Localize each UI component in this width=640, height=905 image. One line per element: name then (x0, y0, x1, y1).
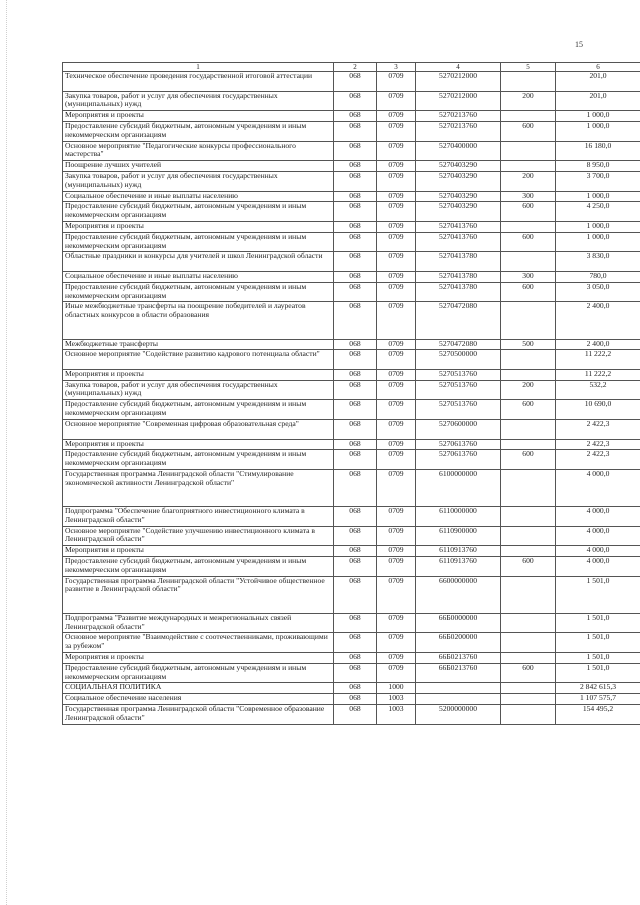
cell-amount: 2 842 615,3 (556, 683, 640, 694)
cell-section: 0709 (377, 546, 416, 557)
table-row (63, 191, 640, 202)
cell-ministry: 068 (334, 232, 377, 252)
cell-section: 0709 (377, 222, 416, 233)
table-row (63, 683, 640, 694)
cell-ministry: 068 (334, 400, 377, 420)
cell-section: 0709 (377, 172, 416, 192)
header-cell-5: 5 (501, 63, 556, 72)
cell-ministry: 068 (334, 302, 377, 339)
cell-expense-type: 200 (501, 172, 556, 192)
cell-expense-type (501, 613, 556, 633)
cell-amount: 2 422,3 (556, 419, 640, 439)
cell-ministry: 068 (334, 576, 377, 613)
cell-target-code: 6110000000 (416, 507, 501, 527)
cell-target-code: 66Б0213760 (416, 653, 501, 664)
cell-ministry: 068 (334, 653, 377, 664)
table-row (63, 252, 640, 272)
cell-amount: 2 422,3 (556, 450, 640, 470)
cell-expense-type: 500 (501, 339, 556, 350)
cell-expense-type (501, 507, 556, 527)
table-header-row (63, 63, 640, 72)
cell-section: 0709 (377, 72, 416, 92)
cell-section: 0709 (377, 557, 416, 577)
cell-amount: 16 180,0 (556, 141, 640, 161)
cell-expense-type (501, 222, 556, 233)
cell-amount: 532,2 (556, 380, 640, 400)
table-row (63, 705, 640, 725)
cell-amount: 11 222,2 (556, 369, 640, 380)
cell-name: Закупка товаров, работ и услуг для обеспечения государственных (муниципальных) нужд (63, 91, 334, 111)
cell-section: 0709 (377, 271, 416, 282)
cell-target-code: 5270413760 (416, 222, 501, 233)
cell-section: 0709 (377, 122, 416, 142)
cell-amount: 201,0 (556, 72, 640, 92)
cell-target-code: 5270403290 (416, 191, 501, 202)
cell-name: Закупка товаров, работ и услуг для обеспечения государственных (муниципальных) нужд (63, 380, 334, 400)
cell-ministry: 068 (334, 419, 377, 439)
cell-section: 0709 (377, 400, 416, 420)
cell-ministry: 068 (334, 172, 377, 192)
cell-ministry: 068 (334, 202, 377, 222)
header-cell-3: 3 (377, 63, 416, 72)
cell-expense-type (501, 252, 556, 272)
cell-target-code: 5270613760 (416, 450, 501, 470)
cell-amount: 2 422,3 (556, 439, 640, 450)
budget-table-body (63, 63, 640, 725)
cell-expense-type (501, 72, 556, 92)
cell-amount: 1 501,0 (556, 653, 640, 664)
cell-amount: 2 400,0 (556, 339, 640, 350)
table-row (63, 507, 640, 527)
cell-section: 0709 (377, 653, 416, 664)
cell-section: 0709 (377, 439, 416, 450)
cell-amount: 154 495,2 (556, 705, 640, 725)
cell-target-code: 5270513760 (416, 400, 501, 420)
cell-amount: 4 000,0 (556, 557, 640, 577)
cell-section: 0709 (377, 613, 416, 633)
cell-expense-type: 600 (501, 557, 556, 577)
cell-amount: 1 501,0 (556, 663, 640, 683)
cell-expense-type (501, 439, 556, 450)
cell-expense-type (501, 419, 556, 439)
cell-amount: 1 000,0 (556, 191, 640, 202)
cell-section: 1003 (377, 705, 416, 725)
cell-amount: 1 501,0 (556, 633, 640, 653)
cell-section: 0709 (377, 91, 416, 111)
cell-name: Предоставление субсидий бюджетным, автономным учреждениям и иным некоммерческим организациям (63, 232, 334, 252)
table-row (63, 141, 640, 161)
cell-name: Поощрение лучших учителей (63, 161, 334, 172)
cell-name: Государственная программа Ленинградской области "Стимулирование экономической активности Ленинградской области" (63, 469, 334, 506)
table-row (63, 339, 640, 350)
cell-target-code: 5270413780 (416, 271, 501, 282)
table-row (63, 282, 640, 302)
cell-name: Основное мероприятие "Взаимодействие с соотечественниками, проживающими за рубежом" (63, 633, 334, 653)
cell-section: 1000 (377, 683, 416, 694)
cell-ministry: 068 (334, 705, 377, 725)
cell-target-code: 66Б0213760 (416, 663, 501, 683)
cell-amount: 2 400,0 (556, 302, 640, 339)
cell-name: Основное мероприятие "Содействие развитию кадрового потенциала области" (63, 350, 334, 370)
cell-target-code: 5270213760 (416, 111, 501, 122)
table-row (63, 576, 640, 613)
cell-name: Социальное обеспечение и иные выплаты населению (63, 271, 334, 282)
cell-name: Закупка товаров, работ и услуг для обеспечения государственных (муниципальных) нужд (63, 172, 334, 192)
cell-amount: 3 830,0 (556, 252, 640, 272)
cell-name: Предоставление субсидий бюджетным, автономным учреждениям и иным некоммерческим организациям (63, 202, 334, 222)
table-row (63, 469, 640, 506)
cell-expense-type: 600 (501, 450, 556, 470)
cell-section: 0709 (377, 252, 416, 272)
cell-ministry: 068 (334, 91, 377, 111)
cell-target-code: 5270513760 (416, 380, 501, 400)
cell-name: Государственная программа Ленинградской области "Устойчивое общественное развитие в Ленинградской области" (63, 576, 334, 613)
cell-expense-type (501, 694, 556, 705)
cell-target-code: 5200000000 (416, 705, 501, 725)
cell-target-code: 5270403290 (416, 172, 501, 192)
page-number: 15 (575, 40, 583, 49)
cell-name: Подпрограмма "Обеспечение благоприятного инвестиционного климата в Ленинградской области" (63, 507, 334, 527)
cell-expense-type: 200 (501, 91, 556, 111)
cell-target-code: 5270212000 (416, 72, 501, 92)
cell-ministry: 068 (334, 557, 377, 577)
cell-amount: 4 000,0 (556, 526, 640, 546)
cell-ministry: 068 (334, 111, 377, 122)
table-row (63, 546, 640, 557)
cell-amount: 1 000,0 (556, 232, 640, 252)
cell-expense-type (501, 161, 556, 172)
cell-section: 0709 (377, 450, 416, 470)
cell-target-code: 5270600000 (416, 419, 501, 439)
cell-ministry: 068 (334, 439, 377, 450)
cell-expense-type (501, 633, 556, 653)
cell-name: Техническое обеспечение проведения государственной итоговой аттестации (63, 72, 334, 92)
cell-ministry: 068 (334, 141, 377, 161)
left-margin-line (6, 0, 7, 905)
cell-section: 0709 (377, 663, 416, 683)
cell-section: 0709 (377, 232, 416, 252)
cell-target-code: 5270413780 (416, 252, 501, 272)
table-row (63, 653, 640, 664)
cell-expense-type (501, 369, 556, 380)
cell-amount: 4 000,0 (556, 469, 640, 506)
cell-section: 0709 (377, 202, 416, 222)
cell-name: Предоставление субсидий бюджетным, автономным учреждениям и иным некоммерческим организациям (63, 282, 334, 302)
cell-ministry: 068 (334, 546, 377, 557)
cell-amount: 1 000,0 (556, 222, 640, 233)
cell-expense-type: 200 (501, 380, 556, 400)
cell-amount: 4 000,0 (556, 546, 640, 557)
cell-section: 0709 (377, 350, 416, 370)
header-cell-4: 4 (416, 63, 501, 72)
cell-name: Государственная программа Ленинградской области "Современное образование Ленинградской области" (63, 705, 334, 725)
cell-target-code: 6110913760 (416, 557, 501, 577)
cell-amount: 11 222,2 (556, 350, 640, 370)
cell-section: 0709 (377, 369, 416, 380)
cell-section: 0709 (377, 282, 416, 302)
cell-name: Предоставление субсидий бюджетным, автономным учреждениям и иным некоммерческим организациям (63, 122, 334, 142)
cell-expense-type: 600 (501, 122, 556, 142)
cell-amount: 1 501,0 (556, 576, 640, 613)
cell-name: Предоставление субсидий бюджетным, автономным учреждениям и иным некоммерческим организациям (63, 557, 334, 577)
budget-table (62, 62, 640, 725)
cell-target-code: 5270472080 (416, 339, 501, 350)
cell-ministry: 068 (334, 161, 377, 172)
cell-ministry: 068 (334, 350, 377, 370)
cell-target-code: 5270212000 (416, 91, 501, 111)
cell-target-code (416, 694, 501, 705)
cell-section: 0709 (377, 380, 416, 400)
cell-target-code: 66Б0200000 (416, 633, 501, 653)
cell-name: Мероприятия и проекты (63, 653, 334, 664)
table-row (63, 122, 640, 142)
cell-target-code: 5270413760 (416, 232, 501, 252)
cell-name: Мероприятия и проекты (63, 111, 334, 122)
cell-name: Социальное обеспечение и иные выплаты населению (63, 191, 334, 202)
cell-target-code: 6100000000 (416, 469, 501, 506)
cell-ministry: 068 (334, 72, 377, 92)
cell-target-code: 5270413780 (416, 282, 501, 302)
cell-ministry: 068 (334, 526, 377, 546)
cell-name: СОЦИАЛЬНАЯ ПОЛИТИКА (63, 683, 334, 694)
cell-name: Предоставление субсидий бюджетным, автономным учреждениям и иным некоммерческим организациям (63, 663, 334, 683)
cell-name: Межбюджетные трансферты (63, 339, 334, 350)
cell-expense-type (501, 705, 556, 725)
cell-amount: 3 050,0 (556, 282, 640, 302)
cell-amount: 1 501,0 (556, 613, 640, 633)
cell-expense-type (501, 546, 556, 557)
cell-amount: 3 700,0 (556, 172, 640, 192)
cell-name: Социальное обеспечение населения (63, 694, 334, 705)
cell-target-code: 5270400000 (416, 141, 501, 161)
table-row (63, 380, 640, 400)
cell-expense-type: 300 (501, 191, 556, 202)
cell-target-code: 6110913760 (416, 546, 501, 557)
header-cell-1: 1 (63, 63, 334, 72)
cell-name: Предоставление субсидий бюджетным, автономным учреждениям и иным некоммерческим организациям (63, 400, 334, 420)
table-row (63, 694, 640, 705)
cell-name: Основное мероприятие "Современная цифровая образовательная среда" (63, 419, 334, 439)
cell-expense-type (501, 350, 556, 370)
cell-amount: 4 000,0 (556, 507, 640, 527)
cell-expense-type: 600 (501, 663, 556, 683)
cell-section: 0709 (377, 576, 416, 613)
cell-target-code: 5270403290 (416, 161, 501, 172)
cell-ministry: 068 (334, 271, 377, 282)
table-row (63, 633, 640, 653)
table-row (63, 663, 640, 683)
cell-section: 0709 (377, 191, 416, 202)
table-row (63, 202, 640, 222)
cell-section: 0709 (377, 633, 416, 653)
cell-expense-type: 600 (501, 232, 556, 252)
cell-amount: 10 690,0 (556, 400, 640, 420)
cell-ministry: 068 (334, 633, 377, 653)
cell-amount: 1 000,0 (556, 122, 640, 142)
cell-amount: 1 000,0 (556, 111, 640, 122)
cell-amount: 780,0 (556, 271, 640, 282)
cell-target-code: 5270472080 (416, 302, 501, 339)
table-row (63, 232, 640, 252)
cell-ministry: 068 (334, 380, 377, 400)
cell-target-code: 6600000000 (416, 576, 501, 613)
cell-ministry: 068 (334, 369, 377, 380)
cell-target-code: 5270500000 (416, 350, 501, 370)
cell-expense-type (501, 302, 556, 339)
cell-section: 0709 (377, 419, 416, 439)
cell-name: Подпрограмма "Развитие международных и межрегиональных связей Ленинградской области" (63, 613, 334, 633)
cell-expense-type: 600 (501, 202, 556, 222)
cell-target-code: 6110900000 (416, 526, 501, 546)
cell-amount: 201,0 (556, 91, 640, 111)
cell-name: Мероприятия и проекты (63, 369, 334, 380)
cell-name: Мероприятия и проекты (63, 439, 334, 450)
table-row (63, 111, 640, 122)
cell-expense-type (501, 111, 556, 122)
cell-ministry: 068 (334, 339, 377, 350)
table-row (63, 350, 640, 370)
cell-amount: 4 250,0 (556, 202, 640, 222)
cell-target-code (416, 683, 501, 694)
table-row (63, 450, 640, 470)
table-row (63, 557, 640, 577)
table-row (63, 222, 640, 233)
cell-ministry: 068 (334, 507, 377, 527)
cell-name: Предоставление субсидий бюджетным, автономным учреждениям и иным некоммерческим организациям (63, 450, 334, 470)
cell-expense-type: 600 (501, 282, 556, 302)
cell-section: 1003 (377, 694, 416, 705)
cell-ministry: 068 (334, 694, 377, 705)
table-row (63, 271, 640, 282)
cell-name: Мероприятия и проекты (63, 222, 334, 233)
cell-target-code: 5270613760 (416, 439, 501, 450)
cell-section: 0709 (377, 526, 416, 546)
cell-ministry: 068 (334, 191, 377, 202)
cell-expense-type: 600 (501, 400, 556, 420)
cell-expense-type (501, 469, 556, 506)
table-row (63, 613, 640, 633)
cell-ministry: 068 (334, 613, 377, 633)
cell-ministry: 068 (334, 663, 377, 683)
cell-ministry: 068 (334, 683, 377, 694)
table-row (63, 172, 640, 192)
cell-section: 0709 (377, 302, 416, 339)
cell-name: Основное мероприятие "Педагогические конкурсы профессионального мастерства" (63, 141, 334, 161)
cell-section: 0709 (377, 111, 416, 122)
cell-target-code: 5270213760 (416, 122, 501, 142)
table-row (63, 419, 640, 439)
table-row (63, 439, 640, 450)
table-row (63, 369, 640, 380)
cell-amount: 1 107 575,7 (556, 694, 640, 705)
header-cell-6: 6 (556, 63, 640, 72)
cell-name: Мероприятия и проекты (63, 546, 334, 557)
cell-section: 0709 (377, 141, 416, 161)
cell-target-code: 5270403290 (416, 202, 501, 222)
cell-expense-type (501, 576, 556, 613)
cell-ministry: 068 (334, 450, 377, 470)
cell-expense-type (501, 653, 556, 664)
cell-ministry: 068 (334, 252, 377, 272)
cell-target-code: 5270513760 (416, 369, 501, 380)
cell-ministry: 068 (334, 469, 377, 506)
cell-section: 0709 (377, 161, 416, 172)
cell-name: Основное мероприятие "Содействие улучшению инвестиционного климата в Ленинградской области" (63, 526, 334, 546)
cell-section: 0709 (377, 339, 416, 350)
cell-expense-type (501, 141, 556, 161)
header-cell-2: 2 (334, 63, 377, 72)
cell-ministry: 068 (334, 282, 377, 302)
cell-ministry: 068 (334, 222, 377, 233)
cell-amount: 8 950,0 (556, 161, 640, 172)
cell-expense-type: 300 (501, 271, 556, 282)
cell-expense-type (501, 526, 556, 546)
table-row (63, 91, 640, 111)
cell-section: 0709 (377, 469, 416, 506)
cell-section: 0709 (377, 507, 416, 527)
cell-ministry: 068 (334, 122, 377, 142)
table-row (63, 400, 640, 420)
cell-expense-type (501, 683, 556, 694)
cell-name: Областные праздники и конкурсы для учителей и школ Ленинградской области (63, 252, 334, 272)
cell-name: Иные межбюджетные трансферты на поощрение победителей и лауреатов областных конкурсов в области образования (63, 302, 334, 339)
table-row (63, 302, 640, 339)
table-row (63, 72, 640, 92)
table-row (63, 161, 640, 172)
table-row (63, 526, 640, 546)
cell-target-code: 66Б0000000 (416, 613, 501, 633)
